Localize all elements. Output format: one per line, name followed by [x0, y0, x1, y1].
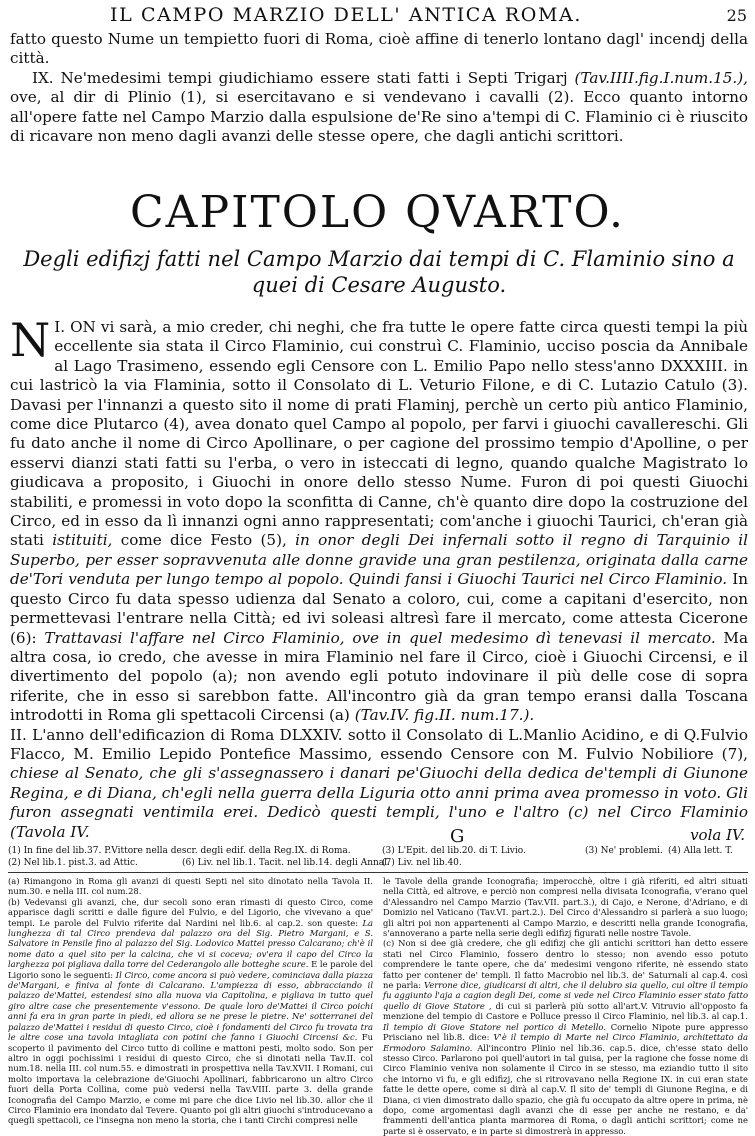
italic-run: Il tempio di Giove Statore nel portico di Metello. [383, 1021, 606, 1032]
section-one [10, 313, 749, 842]
paragraph-text: ove, al dir di Plinio (1), si esercitavano e si vendevano i cavalli (2). Ecco quanto intorno all'opere fatte nel Campo Marzio dalla espulsione de'Re sino a'tempi di C. Flaminio ci è riuscito di ricavare non meno dagli avanzi delle stesse opere, che dagli antichi scrittori. [10, 88, 748, 146]
footnote-row [8, 858, 138, 869]
footnote-row [8, 846, 351, 857]
footnote: (3) Ne' problemi. [585, 846, 663, 856]
footnote-row [668, 846, 733, 857]
section-number: I. [54, 318, 66, 336]
chapter-title: CAPITOLO QVARTO. [130, 187, 625, 238]
annotation: (a) Rimangono in Roma gli avanzi di questi Septi nel sito dinotato nella Tavola II. num.30. e nella III. col num.28. [8, 876, 373, 897]
italic-run: La lunghezza di tal Circo prendeva dal palazzo ora del Sig. Pietro Margani, e S. Salvatore in Pensile fino al palazzo del Sig. Lodovico Mattei presso Calcarano; ch'è il nome dato a quel sito per la calcina, che vi si coceva; ov'era il capo del Circo la larghezza poi pigliava dalla torre del Cederangolo alle botteghe scure. [8, 917, 374, 970]
annotation-column-left [8, 876, 373, 1128]
italic-run: Trattavasi l'affare nel Circo Flaminio, ove in quel medesimo dì tenevasi il mercato. [44, 628, 716, 647]
annotation-columns [8, 876, 749, 1136]
text-run: come dice Festo (5), [120, 531, 287, 550]
footnote-row [382, 846, 526, 857]
section-number: II. [10, 725, 27, 744]
plate-reference: (Tav.IV. fig.II. num.17.). [354, 706, 535, 725]
italic-run: chiese al Senato, che gli s'assegnassero i danari pe'Giuochi della dedica de'templi di Giunone Regina, e di Diana, ch'egli nella guerra della Liguria otto anni prima avea promesso in voto. Gli furon assegnati ventimila erei. Dedicò questi templi, l'uno e l'altro (c) nel Circo Flaminio [10, 764, 748, 822]
text-run: Cornelio Nipote pure appresso Prisciano nel lib.8. dice: [383, 1021, 748, 1043]
signature-mark: G [450, 826, 465, 847]
plate-reference: (Tavola IV. [10, 822, 90, 841]
running-header [0, 2, 755, 28]
footnote: (7) Liv. nel lib.40. [382, 858, 462, 868]
annotation-column-right [383, 876, 749, 1136]
footnote: (2) Nel lib.1. pist.3. ad Attic. [8, 858, 138, 868]
footnote: (6) Liv. nel lib.1. Tacit. nel lib.14. degli Annal. [182, 858, 390, 868]
text-run: (c) Non si dee già credere, che gli edifizj che gli antichi scrittori han detto essere stati nel Circo Flaminio, fossero dentro lo stesso; non avendo esso potuto comprendere le tante opere, che da' medesimi vengono riferite, nè essendo stato fatto per contener de' templi. Il fatto Macrobio nel lib.3. de' Saturnali al cap.4. così ne parla: [383, 938, 748, 991]
footnote-row [382, 858, 462, 869]
paragraph-text: Ne'medesimi tempi giudichiamo essere stati fatti i Septi Trigarj [60, 68, 568, 87]
italic-run: istituiti, [52, 531, 113, 550]
paragraph-number: IX. [32, 68, 54, 87]
text-run: , di cui si parlerà più sotto all'art.V. Vitruvio all'opposto fa menzione del tempio di Castore e Polluce presso il Circo Flaminio, nel lib.3. al cap.1. [383, 1000, 748, 1022]
footnote: (1) In fine del lib.37. P.Vittore nella descr. degli edif. della Reg.IX. di Roma. [8, 846, 351, 856]
footnote-row [182, 858, 390, 869]
section-one-text [10, 313, 749, 726]
footnote: (4) Alla lett. T. [668, 846, 733, 856]
italic-run: Il Circo, come ancora si può vedere, cominciava dalla piazza de'Margani, e finiva al fonte di Calcarano. L'ampiezza di esso, abbracciando il palazzo de'Mattei, estendesi sino alla nuova via Capitolina, e pigliava in tutto quel giro altre case che presentemente v'essono. De quale loro de'Mattei il Circo poichi anni fa era in gran parte in piedi, ed allora se ne prese le pietre. Ne' sotterranei del palazzo de'Mattei i residui di questo Circo, cioè i fondamenti del Circo fu trovata tra le altre cose una tavola intagliata con potini che fanno i Giuochi Circensi &c. [8, 969, 373, 1043]
text-run: (b) Vedevansi gli avanzi, che, dur secoli sono eran rimasti di questo Circo, come apparisce dagli scritti e dalle figure del Fulvio, e del Ligorio, che vivevano a que' tempi. Le parole del Fulvio riferite dal Nardini nel lib.6. al cap.2. son queste: [8, 896, 373, 928]
section-two-text [10, 726, 748, 842]
annotation [8, 897, 373, 1126]
text-run: Fu scoperto il pavimento del Circo tutto di colline e mattoni pesti, molto sodo. Son per altro in oggi pochissimi i residui di questo Circo, che si dinotati nella Tav.II. col num.18. nella III. col num.55. e dimostrati in prospettiva nella Tav.XVII. I Romani, cui molto importava la celebrazione de'Giuochi Apollinari, fabbricarono un altro Circo fuori della Porta Collina, come può vedersi nella Tav.VIII. parte 3. della grande Iconografia del Campo Marzio, e come mi pare che dice Livio nel lib.30. allor che il Circo Flaminio era inondato dal Tevere. Quanto poi gli altri giuochi s'introducevano a quegli spettacoli, ce l'insegna non meno la storia, che i tanti Circhi compresi nelle [8, 1032, 373, 1126]
running-title: IL CAMPO MARZIO DELL' ANTICA ROMA. [110, 4, 583, 26]
italic-run: Verrone dice, giudicarsi di altri, che il delubro sia quello, cui oltre il tempio fu aggiunto l'aja a cagion degli Dei, come si vede nel Circo Flaminio esser stato fatto quello di Giove Statore [383, 980, 748, 1011]
text-run: All'incontro Plinio nel lib.36. cap.5. dice, ch'esse stato dello stesso Circo. Parlarono poi quell'autori in tal guisa, per la ragione che fosse nome di Circo Flaminio veniva non solamente il Circo in se stesso, ma eziandio tutto il sito che intorno vi fu, e gli edifizj, che si ritrovavano nella Regione IX. in cui eran state fatte le dette opere, come si dirà al cap.V. Il sito de' templi di Giunone Regina, e di Diana, ci vien dimostrato dallo spazio, che già fu occupato da altre opere in prima, nè dopo, come argomentasi dagli avanzi che di esse per anche ne restano, e da' frammenti dell'antica pianta marmorea di Roma, o dagli antichi scrittori; come ne parte si è osservato, e in parte si dimostrerà in appresso. [383, 1042, 748, 1136]
text-run: E le parole del Ligorio sono le seguenti: [8, 959, 373, 980]
drop-cap: N [10, 313, 51, 367]
text-run: ON vi sarà, a mio creder, chi neghi, che fra tutte le opere fatte circa questi tempi la più eccellente sia stata il Circo Flaminio, cui construì C. Flaminio, ucciso poscia da Annibale al Lago Trasimeno, essendo egli Censore con L. Emilio Papo nello stess'anno DXXXIII. in cui lastricò la via Flaminia, sotto il Consolato di L. Veturio Filone, e di C. Lutazio Catulo (3). Davasi per l'innanzi a questo sito il nome di prati Flaminj, perchè un certo più antico Flaminio, come dice Plutarco (4), avea donato quel Campo al popolo, per farvi i giuochi cavallereschi. Gli fu dato anche il nome di Circo Apollinare, o per cagione del prossimo tempio d'Apolline, o per esservi dianzi stati fatti su l'erba, o vero in isteccati di legno, quando qualche Magistrato lo giudicava a proposito, i Giuochi in onore dello stesso Nume. Furon di poi questi Giuochi stabiliti, e promessi in voto dopo la sconfitta di Canne, ch'è quanto dire dopo la costruzione del Circo, ed in esso da lì innanzi ogni anno rappresentati; com'anche i giuochi Taurici, ch'eran già stati [10, 318, 749, 550]
footnote: (3) L'Epit. del lib.20. di T. Livio. [382, 846, 526, 856]
text-run: Ma altra cosa, io credo, che avesse in mira Flaminio nel fare il Circo, cioè i Giuochi Circensi, e il divertimento del popolo (a); non avendo egli potuto indovinare il più delle cose di sopra riferite, che in esso si sarebbon fatte. All'incontro già da gran tempo eransi dalla Toscana introdotti in Roma gli spettacoli Circensi (a) [10, 628, 749, 725]
text-run: L'anno dell'edificazion di Roma DLXXIV. sotto il Consolato di L.Manlio Acidino, e di Q.Fulvio Flacco, M. Emilio Lepido Pontefice Massimo, essendo Censore con M. Fulvio Nobiliore (7), [10, 725, 748, 763]
chapter-subtitle: Degli edifizj fatti nel Campo Marzio dai tempi di C. Flaminio sino a quei di Cesare Augusto. [23, 247, 735, 297]
catchword: vola IV. [690, 826, 745, 844]
italic-run: in onor degli Dei infernali sotto il regno di Tarquinio il Superbo, per esser sopravvenuta alle donne gravide una gran pestilenza, originata dalla carne de'Tori venduta per lungo tempo al popolo. Quindi fansi i Giuochi Taurici nel Circo Flaminio. [10, 531, 749, 589]
italic-run: V'è il tempio di Marte nel Circo Flaminio, architettato da Ermodoro Salamino. [383, 1032, 749, 1053]
intro-line: fatto questo Nume un tempietto fuori di Roma, cioè affine di tenerlo lontano dagl' incendj della città. [10, 30, 748, 68]
page-number: 25 [726, 6, 747, 25]
plate-reference: (Tav.IIII.fig.I.num.15.), [574, 68, 749, 87]
note-divider [8, 872, 748, 873]
footnote-row [585, 846, 663, 857]
paragraph-ix [10, 69, 748, 147]
text-run: In questo Circo fu data spesso udienza dal Senato a coloro, cui, come a capitani d'esercito, non permettevasi l'entrare nella Città; ed ivi soleasi altresì fare il mercato, come attesta Cicerone (6): [10, 570, 749, 647]
annotation: le Tavole della grande Iconografia; imperocchè, oltre i già riferiti, ed altri situati nella Città, ed altrove, e perciò non compresi nella divisata Iconografia, v'erano quel d'Alessandro nel Campo Marzio (Tav.VII. part.3.), di Cajo, e Nerone, d'Adriano, e di Domizio nel Vaticano (Tav.VI. part.2.). Del Circo d'Alessandro si parlerà a suo luogo; gli altri poi non appartenenti al Campo Marzio, e descritti nella grande Iconografia, s'annoverano a parte nella serie degli edifizj figurati nelle nostre Tavole. [383, 876, 748, 939]
annotation [383, 938, 748, 1136]
intro-text [10, 30, 748, 146]
